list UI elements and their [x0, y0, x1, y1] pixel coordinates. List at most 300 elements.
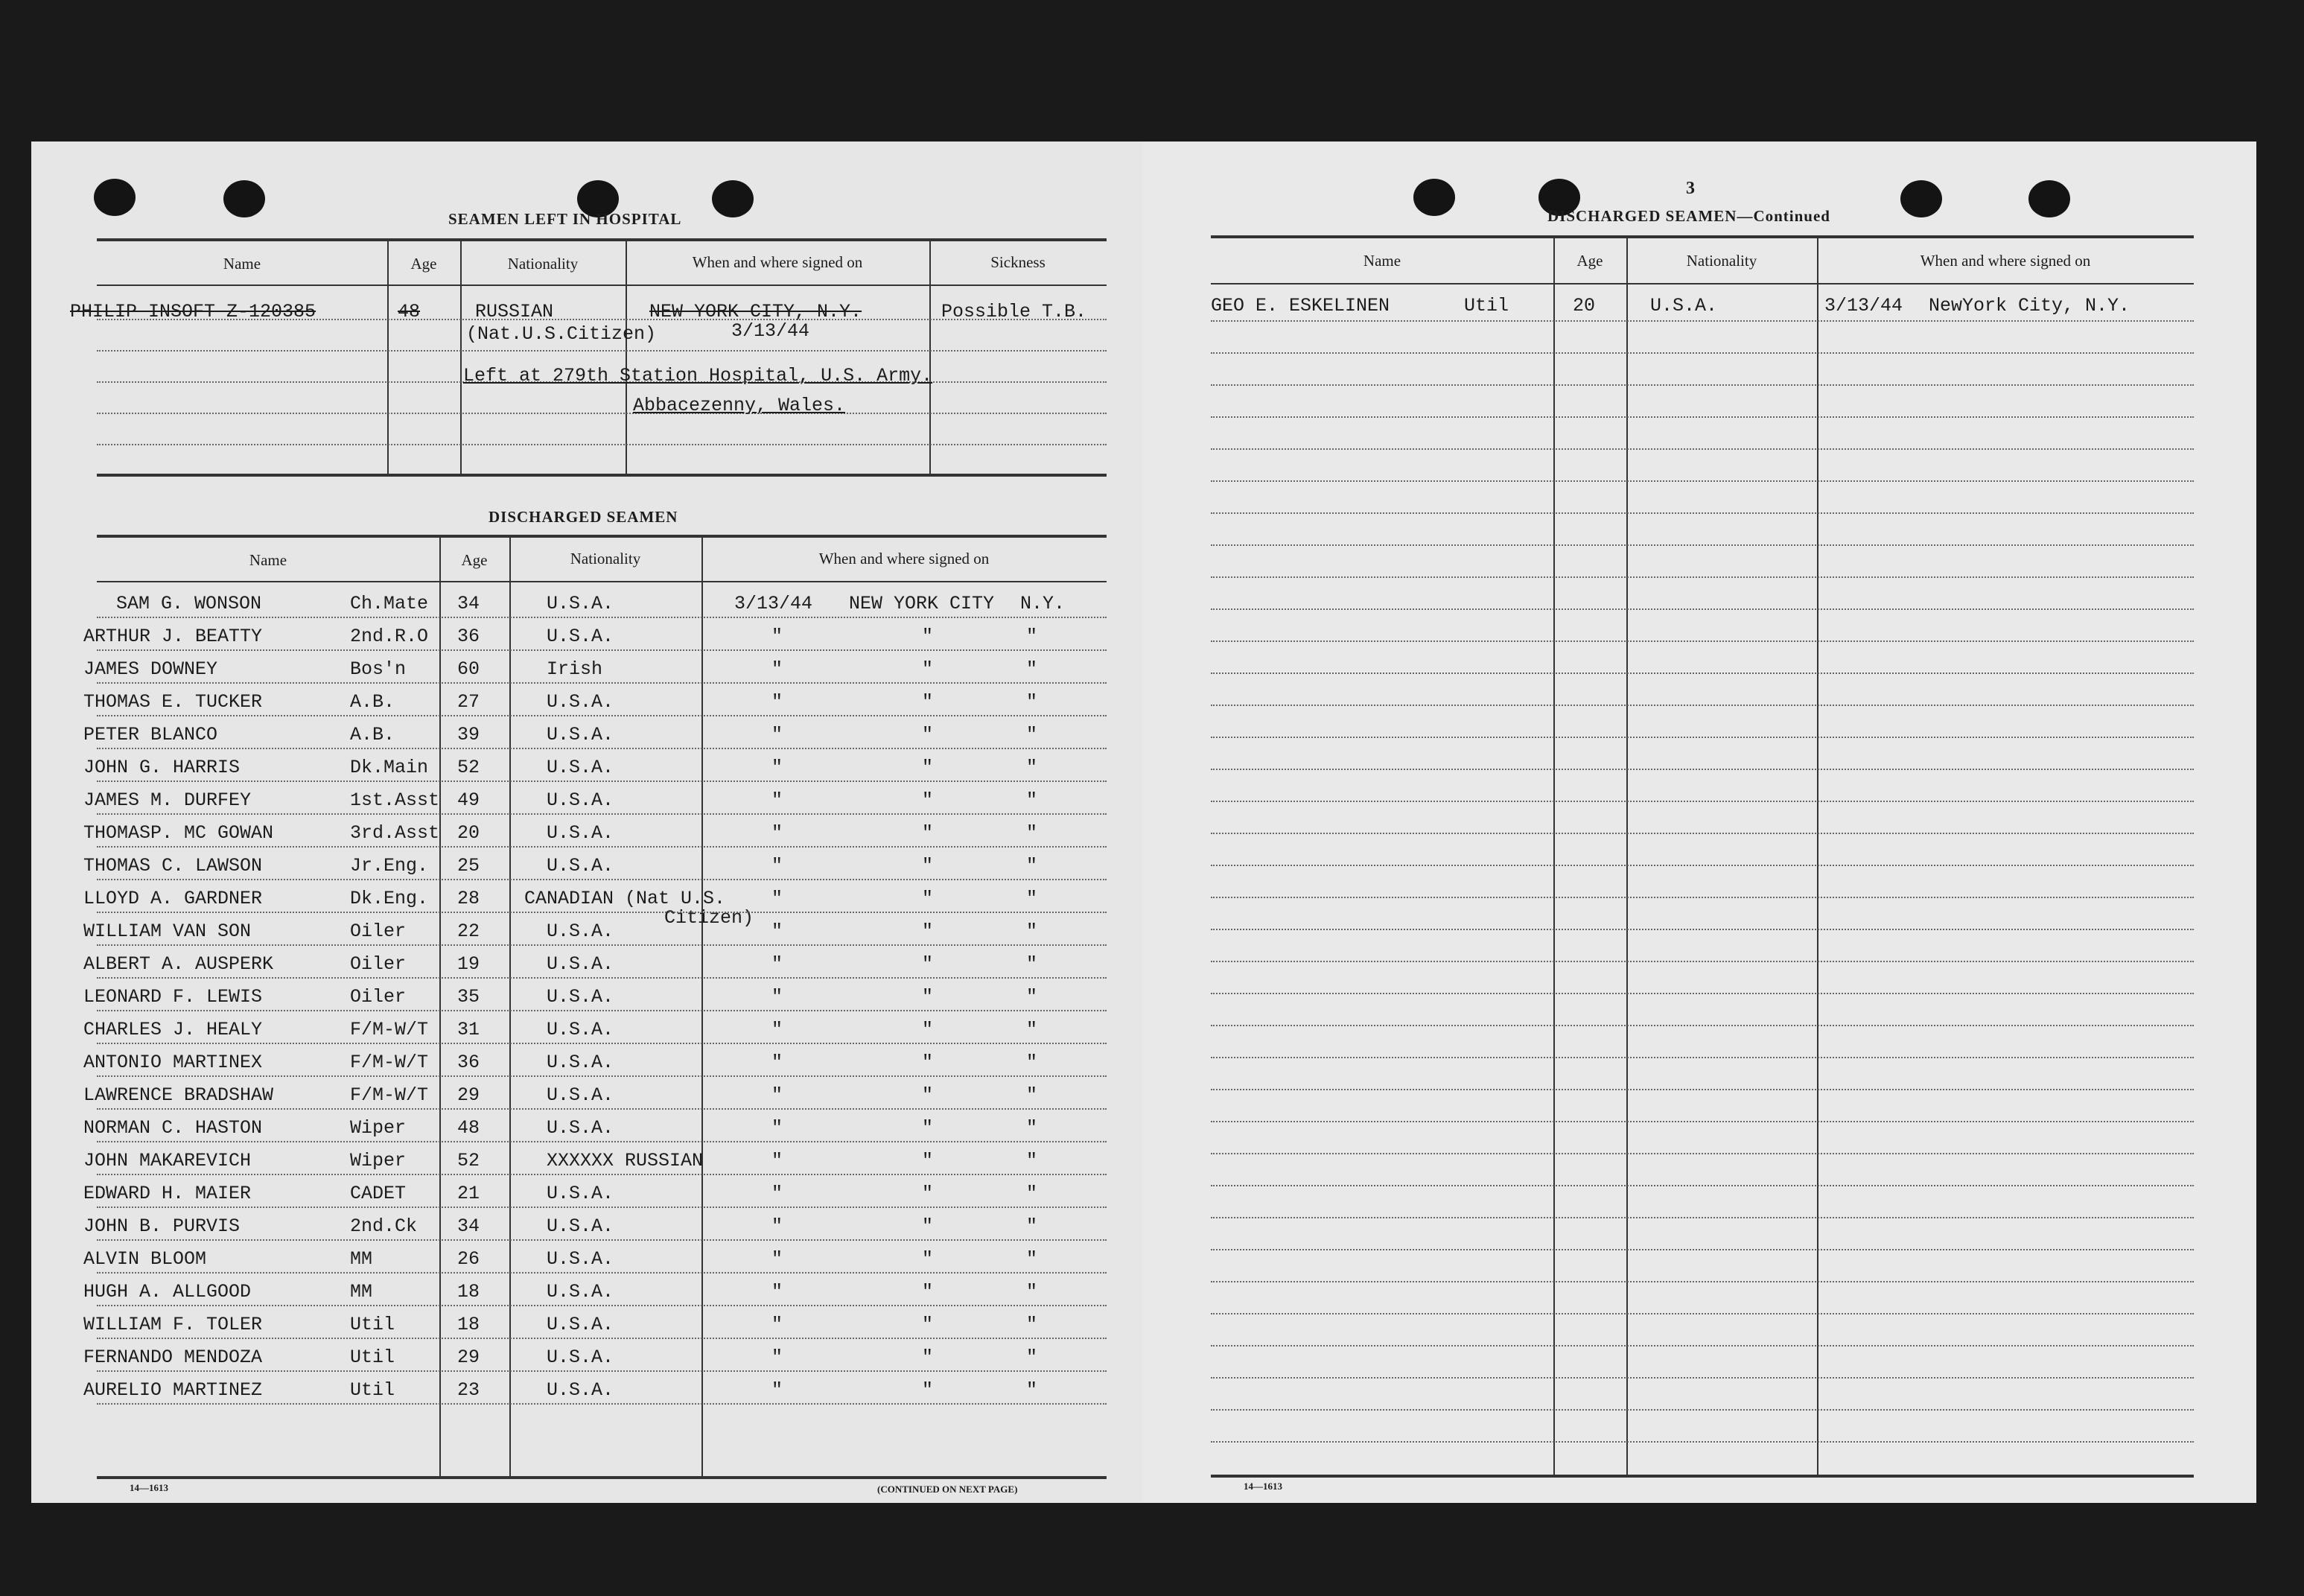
table-row — [31, 621, 1142, 652]
dotted-rule — [97, 813, 1107, 815]
dotted-rule — [1211, 705, 2194, 706]
signed-place: " — [922, 1183, 934, 1204]
seaman-rating: Oiler — [350, 921, 407, 942]
dotted-rule — [1211, 1153, 2194, 1154]
signed-place: " — [922, 953, 934, 975]
dotted-rule — [1211, 416, 2194, 418]
page-title: DISCHARGED SEAMEN—Continued — [1547, 207, 1830, 225]
signed-date: " — [771, 1347, 783, 1368]
right-page — [1142, 142, 2256, 1503]
signed-state: " — [1026, 626, 1038, 647]
signed-date: " — [771, 1314, 783, 1335]
table-row — [31, 785, 1142, 816]
continued-note: (CONTINUED ON NEXT PAGE) — [877, 1484, 1018, 1495]
seaman-rating: Bos'n — [350, 658, 407, 680]
seaman-name: LLOYD A. GARDNER — [83, 888, 263, 909]
dotted-rule — [97, 1305, 1107, 1306]
column-divider — [1817, 237, 1818, 1476]
col-header-signed: When and where signed on — [818, 550, 990, 567]
dotted-rule — [1211, 1345, 2194, 1347]
table-row — [31, 851, 1142, 882]
seaman-name: CHARLES J. HEALY — [83, 1019, 263, 1040]
seaman-age: 34 — [457, 1215, 480, 1237]
seaman-name: THOMASP. MC GOWAN — [83, 822, 274, 844]
divider — [97, 474, 1107, 477]
seaman-age: 35 — [457, 986, 480, 1008]
table-row — [31, 687, 1142, 718]
table-row — [31, 1244, 1142, 1275]
dotted-rule — [97, 715, 1107, 716]
table-row — [31, 1113, 1142, 1144]
signed-place: " — [922, 1248, 934, 1270]
seaman-nationality: U.S.A. — [547, 1347, 614, 1368]
seaman-name: AURELIO MARTINEZ — [83, 1379, 263, 1401]
col-header-name: Name — [223, 255, 261, 273]
column-divider — [387, 240, 389, 475]
dotted-rule — [1211, 993, 2194, 994]
signed-date: " — [771, 1150, 783, 1171]
seaman-age: 25 — [457, 855, 480, 877]
column-divider — [1626, 237, 1628, 1476]
signed-date: " — [771, 691, 783, 713]
seaman-rating: Util — [350, 1379, 395, 1401]
signed-state: " — [1026, 658, 1038, 680]
col-header-nationality: Nationality — [507, 255, 579, 273]
dotted-rule — [1211, 865, 2194, 866]
seaman-name: HUGH A. ALLGOOD — [83, 1281, 252, 1303]
signed-place: " — [922, 822, 934, 844]
signed-place: " — [922, 888, 934, 909]
signed-place: " — [922, 757, 934, 778]
table-row — [31, 907, 1142, 947]
left-page — [31, 142, 1142, 1503]
col-header-name: Name — [249, 551, 287, 569]
seaman-name: THOMAS C. LAWSON — [83, 855, 263, 877]
seaman-age: 20 — [457, 822, 480, 844]
seaman-nationality: U.S.A. — [547, 1379, 614, 1401]
dotted-rule — [1211, 769, 2194, 770]
seaman-rating: 2nd.Ck — [350, 1215, 418, 1237]
seaman-rating: Oiler — [350, 986, 407, 1008]
dotted-rule — [97, 1206, 1107, 1208]
table-row — [31, 818, 1142, 849]
table-row — [31, 1342, 1142, 1373]
nationality-continuation: Citizen) — [664, 907, 754, 929]
col-header-name: Name — [1363, 252, 1401, 270]
dotted-rule — [97, 350, 1107, 352]
seaman-rating: 3rd.Asst — [350, 822, 440, 844]
seaman-nationality: U.S.A. — [547, 1117, 614, 1139]
divider — [1211, 1475, 2194, 1478]
signed-state: " — [1026, 822, 1038, 844]
signed-date: " — [771, 1117, 783, 1139]
seaman-age: 52 — [457, 1150, 480, 1171]
discharged-section-title: DISCHARGED SEAMEN — [489, 508, 678, 526]
hospital-nationality: RUSSIAN — [475, 301, 554, 322]
dotted-rule — [1211, 1377, 2194, 1379]
signed-date: " — [771, 1215, 783, 1237]
dotted-rule — [1211, 1025, 2194, 1026]
col-header-nationality: Nationality — [1686, 252, 1757, 270]
signed-state: " — [1026, 1019, 1038, 1040]
dotted-rule — [1211, 608, 2194, 610]
punch-hole-icon — [94, 179, 136, 216]
dotted-rule — [1211, 480, 2194, 482]
signed-place: " — [922, 1150, 934, 1171]
divider — [97, 238, 1107, 241]
seaman-name: THOMAS E. TUCKER — [83, 691, 263, 713]
dotted-rule — [97, 1239, 1107, 1241]
col-header-age: Age — [410, 255, 437, 273]
signed-date: " — [771, 1183, 783, 1204]
signed-state: " — [1026, 757, 1038, 778]
signed-state: " — [1026, 724, 1038, 745]
signed-date: " — [771, 1281, 783, 1303]
seaman-nationality: Irish — [547, 658, 603, 680]
signed-place: " — [922, 1215, 934, 1237]
dotted-rule — [1211, 1089, 2194, 1090]
signed-state: " — [1026, 855, 1038, 877]
seaman-name: JAMES M. DURFEY — [83, 789, 252, 811]
hospital-signed-date: 3/13/44 — [731, 320, 810, 342]
table-row — [31, 1080, 1142, 1111]
table-row — [31, 949, 1142, 980]
col-header-signed: When and where signed on — [692, 253, 863, 271]
seaman-rating: Dk.Eng. — [350, 888, 429, 909]
seaman-name: JOHN G. HARRIS — [83, 757, 241, 778]
dotted-rule — [97, 1010, 1107, 1011]
table-row — [31, 654, 1142, 685]
dotted-rule — [1211, 961, 2194, 962]
seaman-nationality: CANADIAN (Nat U.S. — [524, 888, 726, 909]
dotted-rule — [97, 617, 1107, 618]
seaman-nationality: U.S.A. — [547, 593, 614, 614]
signed-state: " — [1026, 1183, 1038, 1204]
seaman-rating: Wiper — [350, 1117, 407, 1139]
divider — [97, 1476, 1107, 1479]
hospital-name: PHILIP INSOFT Z-120385 — [70, 301, 316, 322]
signed-date: " — [771, 822, 783, 844]
dotted-rule — [1211, 737, 2194, 738]
table-row — [31, 982, 1142, 1013]
col-header-age: Age — [1576, 252, 1603, 270]
signed-place: " — [922, 1314, 934, 1335]
seaman-rating: Wiper — [350, 1150, 407, 1171]
signed-date: " — [771, 1052, 783, 1073]
punch-hole-icon — [2028, 180, 2070, 217]
dotted-rule — [97, 1338, 1107, 1339]
seaman-rating: MM — [350, 1248, 373, 1270]
seaman-nationality: U.S.A. — [547, 1248, 614, 1270]
dotted-rule — [1211, 1313, 2194, 1314]
signed-date: " — [771, 724, 783, 745]
col-header-nationality: Nationality — [570, 550, 641, 567]
seaman-nationality: U.S.A. — [547, 691, 614, 713]
signed-place: " — [922, 626, 934, 647]
seaman-nationality: U.S.A. — [547, 1281, 614, 1303]
seaman-name: PETER BLANCO — [83, 724, 218, 745]
signed-date: " — [771, 986, 783, 1008]
dotted-rule — [1211, 1217, 2194, 1218]
dotted-rule — [1211, 673, 2194, 674]
seaman-rating: Dk.Main — [350, 757, 429, 778]
seaman-nationality: U.S.A. — [547, 1019, 614, 1040]
signed-state: " — [1026, 1314, 1038, 1335]
seaman-age: 29 — [457, 1084, 480, 1106]
seaman-name: NORMAN C. HASTON — [83, 1117, 263, 1139]
dotted-rule — [1211, 897, 2194, 898]
divider — [97, 535, 1107, 538]
seaman-name: ALBERT A. AUSPERK — [83, 953, 274, 975]
signed-date: " — [771, 921, 783, 942]
dotted-rule — [1211, 544, 2194, 546]
seaman-nationality: U.S.A. — [547, 626, 614, 647]
table-row — [31, 1047, 1142, 1078]
seaman-rating: A.B. — [350, 691, 395, 713]
table-row — [31, 883, 1142, 915]
seaman-rating: 1st.Asst — [350, 789, 440, 811]
dotted-rule — [97, 444, 1107, 445]
seaman-nationality: U.S.A. — [1650, 295, 1718, 317]
signed-place: " — [922, 789, 934, 811]
seaman-rating: Jr.Eng. — [350, 855, 429, 877]
signed-place: " — [922, 1347, 934, 1368]
seaman-rating: Util — [1464, 295, 1509, 317]
seaman-age: 36 — [457, 1052, 480, 1073]
seaman-age: 36 — [457, 626, 480, 647]
divider — [97, 581, 1107, 582]
seaman-nationality: U.S.A. — [547, 822, 614, 844]
signed-date: 3/13/44 — [734, 593, 813, 614]
dotted-rule — [1211, 1441, 2194, 1443]
seaman-nationality: U.S.A. — [547, 1183, 614, 1204]
dotted-rule — [97, 1043, 1107, 1044]
column-divider — [929, 240, 931, 475]
dotted-rule — [1211, 640, 2194, 642]
hospital-section-title: SEAMEN LEFT IN HOSPITAL — [448, 210, 682, 228]
signed-date: " — [771, 789, 783, 811]
signed-state: " — [1026, 1248, 1038, 1270]
dotted-rule — [97, 649, 1107, 651]
signed-state: " — [1026, 986, 1038, 1008]
signed-place: " — [922, 1052, 934, 1073]
seaman-nationality: U.S.A. — [547, 1052, 614, 1073]
seaman-age: 48 — [457, 1117, 480, 1139]
table-row — [31, 752, 1142, 783]
seaman-name: JOHN MAKAREVICH — [83, 1150, 252, 1171]
dotted-rule — [1211, 833, 2194, 834]
signed-place: " — [922, 1379, 934, 1401]
table-row — [31, 719, 1142, 751]
signed-date: " — [771, 757, 783, 778]
table-row — [31, 1309, 1142, 1341]
hospital-sickness: Possible T.B. — [941, 301, 1087, 322]
column-divider — [460, 240, 462, 475]
dotted-rule — [1211, 1057, 2194, 1058]
signed-state: " — [1026, 953, 1038, 975]
signed-date: " — [771, 1084, 783, 1106]
signed-place: " — [922, 921, 934, 942]
dotted-rule — [1211, 384, 2194, 386]
seaman-age: 26 — [457, 1248, 480, 1270]
dotted-rule — [1211, 448, 2194, 450]
signed-date: 3/13/44 — [1824, 295, 1903, 317]
seaman-nationality: U.S.A. — [547, 986, 614, 1008]
dotted-rule — [97, 846, 1107, 848]
dotted-rule — [97, 780, 1107, 782]
seaman-nationality: U.S.A. — [547, 789, 614, 811]
seaman-age: 27 — [457, 691, 480, 713]
dotted-rule — [97, 1141, 1107, 1142]
signed-state: " — [1026, 1215, 1038, 1237]
seaman-nationality: U.S.A. — [547, 1084, 614, 1106]
dotted-rule — [97, 1370, 1107, 1372]
dotted-rule — [1211, 801, 2194, 802]
signed-place: " — [922, 1019, 934, 1040]
seaman-nationality: U.S.A. — [547, 1314, 614, 1335]
seaman-age: 60 — [457, 658, 480, 680]
dotted-rule — [1211, 512, 2194, 514]
table-row — [31, 588, 1142, 620]
seaman-age: 20 — [1573, 295, 1596, 317]
signed-date: " — [771, 888, 783, 909]
seaman-nationality: U.S.A. — [547, 757, 614, 778]
signed-date: " — [771, 1019, 783, 1040]
seaman-nationality: U.S.A. — [547, 1215, 614, 1237]
signed-place: " — [922, 1117, 934, 1139]
seaman-age: 22 — [457, 921, 480, 942]
seaman-name: ANTONIO MARTINEX — [83, 1052, 263, 1073]
dotted-rule — [97, 1174, 1107, 1175]
dotted-rule — [1211, 1281, 2194, 1282]
seaman-name: ARTHUR J. BEATTY — [83, 626, 263, 647]
seaman-name: GEO E. ESKELINEN — [1211, 295, 1390, 317]
dotted-rule — [1211, 1409, 2194, 1411]
signed-place: " — [922, 724, 934, 745]
seaman-rating: F/M-W/T — [350, 1052, 429, 1073]
seaman-rating: MM — [350, 1281, 373, 1303]
signed-date: " — [771, 953, 783, 975]
seaman-rating: CADET — [350, 1183, 407, 1204]
seaman-nationality: U.S.A. — [547, 953, 614, 975]
seaman-age: 29 — [457, 1347, 480, 1368]
table-row — [31, 1178, 1142, 1209]
punch-hole-icon — [1413, 179, 1455, 216]
seaman-name: WILLIAM VAN SON — [83, 921, 252, 942]
dotted-rule — [1211, 929, 2194, 930]
seaman-age: 52 — [457, 757, 480, 778]
column-divider — [1553, 237, 1555, 1476]
signed-place: NewYork City, N.Y. — [1929, 295, 2130, 317]
dotted-rule — [1211, 352, 2194, 354]
table-row — [31, 1375, 1142, 1406]
form-number: 14—1613 — [130, 1482, 168, 1493]
signed-state: " — [1026, 1379, 1038, 1401]
form-number: 14—1613 — [1244, 1481, 1282, 1492]
seaman-rating: Util — [350, 1347, 395, 1368]
signed-state: " — [1026, 1117, 1038, 1139]
seaman-name: JOHN B. PURVIS — [83, 1215, 241, 1237]
dotted-rule — [97, 682, 1107, 684]
signed-state: " — [1026, 1084, 1038, 1106]
seaman-age: 49 — [457, 789, 480, 811]
seaman-rating: Oiler — [350, 953, 407, 975]
hospital-nationality-note: (Nat.U.S.Citizen) — [466, 323, 657, 345]
seaman-age: 28 — [457, 888, 480, 909]
seaman-name: LEONARD F. LEWIS — [83, 986, 263, 1008]
signed-state: " — [1026, 789, 1038, 811]
table-row — [31, 1277, 1142, 1308]
seaman-rating: F/M-W/T — [350, 1084, 429, 1106]
dotted-rule — [97, 944, 1107, 946]
signed-date: " — [771, 1379, 783, 1401]
dotted-rule — [97, 1403, 1107, 1405]
signed-state: " — [1026, 1347, 1038, 1368]
signed-state: " — [1026, 888, 1038, 909]
punch-hole-icon — [712, 180, 754, 217]
seaman-name: ALVIN BLOOM — [83, 1248, 207, 1270]
seaman-age: 39 — [457, 724, 480, 745]
seaman-name: EDWARD H. MAIER — [83, 1183, 252, 1204]
seaman-age: 21 — [457, 1183, 480, 1204]
seaman-nationality: U.S.A. — [547, 921, 614, 942]
seaman-age: 19 — [457, 953, 480, 975]
column-divider — [626, 240, 627, 475]
signed-place: " — [922, 1281, 934, 1303]
signed-place: " — [922, 986, 934, 1008]
dotted-rule — [97, 1108, 1107, 1110]
divider — [97, 284, 1107, 286]
col-header-age: Age — [461, 551, 488, 569]
seaman-age: 18 — [457, 1281, 480, 1303]
dotted-rule — [97, 1075, 1107, 1077]
signed-date: " — [771, 658, 783, 680]
signed-state: " — [1026, 1052, 1038, 1073]
signed-state: " — [1026, 921, 1038, 942]
signed-date: " — [771, 855, 783, 877]
dotted-rule — [1211, 1249, 2194, 1250]
dotted-rule — [97, 413, 1107, 414]
table-row — [31, 1014, 1142, 1046]
seaman-age: 23 — [457, 1379, 480, 1401]
seaman-nationality: U.S.A. — [547, 724, 614, 745]
hospital-age: 48 — [398, 301, 421, 322]
seaman-name: JAMES DOWNEY — [83, 658, 218, 680]
seaman-name: SAM G. WONSON — [116, 593, 262, 614]
seaman-age: 18 — [457, 1314, 480, 1335]
seaman-rating: Ch.Mate — [350, 593, 429, 614]
signed-state: " — [1026, 691, 1038, 713]
dotted-rule — [1211, 1121, 2194, 1122]
hospital-note-line1: Left at 279th Station Hospital, U.S. Army. — [463, 365, 933, 387]
signed-place: " — [922, 1084, 934, 1106]
seaman-age: 34 — [457, 593, 480, 614]
seaman-name: WILLIAM F. TOLER — [83, 1314, 263, 1335]
signed-date: " — [771, 1248, 783, 1270]
hospital-note-line2: Abbacezenny, Wales. — [633, 395, 846, 416]
signed-state: N.Y. — [1020, 593, 1066, 614]
seaman-name: LAWRENCE BRADSHAW — [83, 1084, 274, 1106]
seaman-rating: Util — [350, 1314, 395, 1335]
seaman-name: FERNANDO MENDOZA — [83, 1347, 263, 1368]
signed-place: " — [922, 658, 934, 680]
dotted-rule — [97, 748, 1107, 749]
divider — [1211, 283, 2194, 284]
signed-date: " — [771, 626, 783, 647]
seaman-age: 31 — [457, 1019, 480, 1040]
page-number: 3 — [1686, 179, 1696, 198]
dotted-rule — [97, 977, 1107, 979]
